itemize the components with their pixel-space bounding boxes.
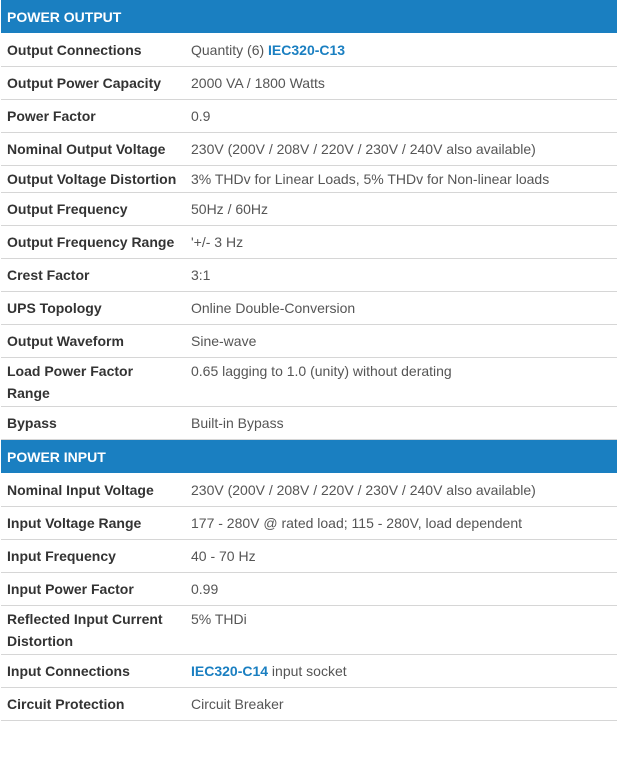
row-value: 2000 VA / 1800 Watts — [185, 67, 617, 100]
row-value: 3% THDv for Linear Loads, 5% THDv for Non-linear loads — [185, 166, 617, 193]
table-row — [1, 358, 617, 407]
row-label: Load Power Factor Range — [1, 358, 185, 407]
row-label: Output Voltage Distortion — [1, 166, 185, 193]
row-value: Circuit Breaker — [185, 688, 617, 721]
row-label: UPS Topology — [1, 292, 185, 325]
table-row — [1, 507, 617, 540]
section-header-power-output — [1, 0, 617, 34]
row-label: Output Frequency — [1, 193, 185, 226]
table-row — [1, 540, 617, 573]
row-label: Output Waveform — [1, 325, 185, 358]
row-value: 40 - 70 Hz — [185, 540, 617, 573]
iec320-c13-link[interactable]: IEC320-C13 — [268, 42, 346, 58]
table-row — [1, 259, 617, 292]
row-label: Bypass — [1, 407, 185, 440]
row-label: Nominal Input Voltage — [1, 474, 185, 507]
row-value: Built-in Bypass — [185, 407, 617, 440]
table-row — [1, 655, 617, 688]
row-value: 0.9 — [185, 100, 617, 133]
row-value: 177 - 280V @ rated load; 115 - 280V, load dependent — [185, 507, 617, 540]
table-row — [1, 226, 617, 259]
row-label: Crest Factor — [1, 259, 185, 292]
row-label: Output Connections — [1, 34, 185, 67]
row-value: 230V (200V / 208V / 220V / 230V / 240V also available) — [185, 133, 617, 166]
row-label: Output Frequency Range — [1, 226, 185, 259]
table-row — [1, 193, 617, 226]
table-row — [1, 573, 617, 606]
row-label: Input Power Factor — [1, 573, 185, 606]
section-title: POWER OUTPUT — [1, 0, 617, 34]
row-value: '+/- 3 Hz — [185, 226, 617, 259]
table-row — [1, 166, 617, 193]
table-row — [1, 688, 617, 721]
row-value: Online Double-Conversion — [185, 292, 617, 325]
row-label: Input Voltage Range — [1, 507, 185, 540]
table-row — [1, 606, 617, 655]
row-label: Output Power Capacity — [1, 67, 185, 100]
row-value: 230V (200V / 208V / 220V / 230V / 240V also available) — [185, 474, 617, 507]
row-value — [185, 655, 617, 688]
table-row — [1, 325, 617, 358]
table-row — [1, 133, 617, 166]
row-value: Sine-wave — [185, 325, 617, 358]
row-value: 0.99 — [185, 573, 617, 606]
row-value — [185, 34, 617, 67]
value-text: Quantity (6) — [191, 42, 269, 58]
table-row — [1, 67, 617, 100]
section-title: POWER INPUT — [1, 440, 617, 474]
row-value: 0.65 lagging to 1.0 (unity) without derating — [185, 358, 617, 407]
row-value: 5% THDi — [185, 606, 617, 655]
row-label: Input Connections — [1, 655, 185, 688]
row-label: Nominal Output Voltage — [1, 133, 185, 166]
row-value: 50Hz / 60Hz — [185, 193, 617, 226]
row-label: Input Frequency — [1, 540, 185, 573]
row-label: Reflected Input Current Distortion — [1, 606, 185, 655]
table-row — [1, 292, 617, 325]
spec-table — [1, 0, 617, 721]
row-value: 3:1 — [185, 259, 617, 292]
table-row — [1, 474, 617, 507]
row-label: Power Factor — [1, 100, 185, 133]
value-text: input socket — [268, 663, 347, 679]
table-row — [1, 407, 617, 440]
iec320-c14-link[interactable]: IEC320-C14 — [191, 663, 269, 679]
section-header-power-input — [1, 440, 617, 474]
row-label: Circuit Protection — [1, 688, 185, 721]
table-row — [1, 100, 617, 133]
table-row — [1, 34, 617, 67]
